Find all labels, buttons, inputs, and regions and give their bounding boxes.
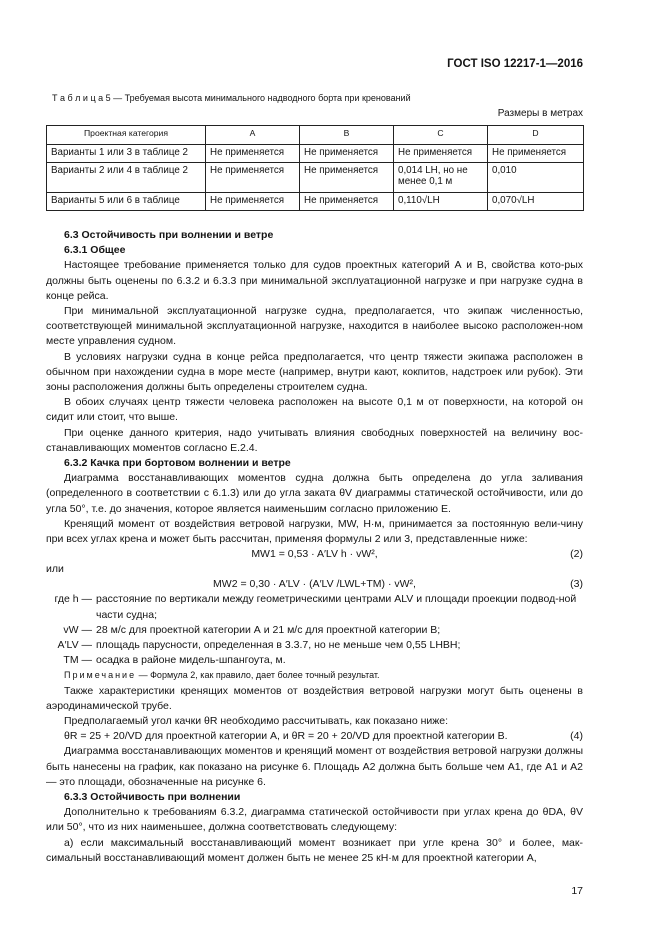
table-cell: Не применяется [206, 163, 300, 193]
document-header: ГОСТ ISO 12217-1—2016 [447, 58, 583, 70]
table-cell: Не применяется [206, 193, 300, 211]
definition-item [46, 623, 583, 638]
table-cell: Не применяется [300, 163, 394, 193]
paragraph: При оценке данного критерия, надо учитывать влияния свободных поверхностей на величину вос-станавливающих моментов согласно Е.2.4. [46, 426, 583, 454]
paragraph: Предполагаемый угол качки θR необходимо рассчитывать, как показано ниже: [64, 715, 449, 728]
document-body [46, 228, 583, 866]
paragraph: Дополнительно к требованиям 6.3.2, диаграмма статической остойчивости при углах крена до θDA, θV или 50°, что из них наименьшее, должна соответствовать следующему: [46, 806, 583, 834]
definition-item [46, 592, 583, 622]
table-header-cell: B [300, 126, 394, 145]
paragraph: В условиях нагрузки судна в конце рейса предполагается, что центр тяжести экипажа расположен в обычном при нахождении судна в море месте (например, внутри кают, кокпитов, надстроек или рубок). Эти зоны расположения должны быть определены строителем судна. [46, 350, 583, 394]
paragraph: Диаграмма восстанавливающих моментов и кренящий момент от воздействия ветровой нагрузки должны быть нанесены на график, как показано на рисунке 6. Площадь A2 должна быть больше чем A1, где A1 и A2 — это площади, обозначенные на рисунке 6. [46, 745, 583, 788]
subsection-heading: 6.3.1 Общее [64, 244, 126, 257]
definition-symbol: vW — [63, 623, 92, 636]
table-units: Размеры в метрах [497, 108, 583, 119]
table-cell: 0,110√LH [394, 193, 488, 211]
formula-expression: θR = 25 + 20/VD для проектной категории А, и θR = 20 + 20/VD для проектной категории В. [64, 730, 508, 743]
table-caption: Т а б л и ц а 5 — Требуемая высота минимального надводного борта при кренований [52, 93, 411, 103]
freeboard-table [46, 125, 584, 211]
definition-item [46, 638, 583, 653]
table-row [47, 193, 584, 211]
paragraph: Кренящий момент от воздействия ветровой нагрузки, MW, Н·м, принимается за постоянную вели-чину при всех углах крена и может быть рассчитан, применяя формулы 2 или 3, представленные ниже: [46, 517, 583, 546]
table-header-cell: D [488, 126, 584, 145]
formula-number: (4) [570, 730, 583, 743]
table-header-row [47, 126, 584, 145]
table-cell: Не применяется [394, 145, 488, 163]
table-cell: Не применяется [206, 145, 300, 163]
formula-number: (3) [570, 578, 583, 591]
formula-3 [46, 577, 583, 592]
definition-text: осадка в районе мидель-шпангоута, м. [96, 654, 286, 667]
paragraph: Диаграмма восстанавливающих моментов судна должна быть определена до угла заливания (определенного в соответствии с 6.1.3) или до угла заката θV диаграммы статической остойчивости, или до угла 50°, т.е. до значения, которое является наименьшим согласно приложению Е. [46, 472, 583, 515]
table-header-cell: C [394, 126, 488, 145]
table-cell: Варианты 2 или 4 в таблице 2 [47, 163, 206, 193]
formula-expression: MW1 = 0,53 · A′LV h · vW², [251, 548, 378, 561]
table-cell: Варианты 1 или 3 в таблице 2 [47, 145, 206, 163]
table-header-cell: A [206, 126, 300, 145]
subsection-heading: 6.3.3 Остойчивость при волнении [64, 790, 241, 803]
formula-4 [46, 729, 583, 744]
note-text: — Формула 2, как правило, дает более точный результат. [136, 670, 380, 681]
paragraph: а) если максимальный восстанавливающий момент возникает при угле крена 30° и более, мак-симальный восстанавливающий момент должен быть не менее 25 кН·м для проектной категории А, [46, 836, 583, 864]
formula-expression: MW2 = 0,30 · A′LV · (A′LV /LWL+TM) · vW², [213, 578, 416, 591]
table-row [47, 145, 584, 163]
table-header-cell: Проектная категория [47, 126, 206, 145]
table-cell: Не применяется [300, 145, 394, 163]
page-number: 17 [571, 885, 583, 897]
table-cell: Варианты 5 или 6 в таблице [47, 193, 206, 211]
definition-text: площадь парусности, определенная в 3.3.7, но не меньше чем 0,55 LHBH; [96, 639, 461, 652]
note-label: Примечание [64, 670, 137, 681]
symbol-definitions [46, 592, 583, 668]
table-cell: 0,070√LH [488, 193, 584, 211]
table-row [47, 163, 584, 193]
definition-text: 28 м/с для проектной категории А и 21 м/с для проектной категории В; [96, 623, 441, 636]
definition-text: расстояние по вертикали между геометрическими центрами ALV и площади проекции подвод-ной части судна; [96, 593, 577, 621]
definition-symbol: TM — [63, 654, 92, 667]
definition-item [46, 653, 583, 668]
paragraph: При минимальной эксплуатационной нагрузке судна, предполагается, что экипаж численностью, соответствующей минимальной эксплуатационной нагрузке, находится в наиболее высоко расположен-ном месте управления судном. [46, 305, 583, 348]
note [46, 668, 583, 683]
paragraph: Также характеристики кренящих моментов от воздействия ветровой нагрузки могут быть оценены в аэродинамической трубе. [46, 684, 583, 712]
paragraph: Настоящее требование применяется только для судов проектных категорий А и В, свойства кото-рых должны быть оценены по 6.3.2 и 6.3.3 при минимальной эксплуатационной нагрузке и при нагрузке судна в конце рейса. [46, 259, 583, 302]
formula-2 [46, 547, 583, 562]
section-heading: 6.3 Остойчивость при волнении и ветре [64, 229, 274, 241]
formula-number: (2) [570, 548, 583, 561]
subsection-heading: 6.3.2 Качка при бортовом волнении и ветре [64, 457, 291, 470]
definition-symbol: A′LV — [57, 639, 92, 652]
formula-connector: или [46, 563, 64, 576]
table-cell: 0,014 LH, но не менее 0,1 м [394, 163, 488, 193]
table-cell: 0,010 [488, 163, 584, 193]
definition-symbol: где h — [54, 593, 92, 606]
table-cell: Не применяется [300, 193, 394, 211]
paragraph: В обоих случаях центр тяжести человека расположен на высоте 0,1 м от поверхности, на которой он сидит или стоит, что выше. [46, 396, 583, 424]
table-cell: Не применяется [488, 145, 584, 163]
